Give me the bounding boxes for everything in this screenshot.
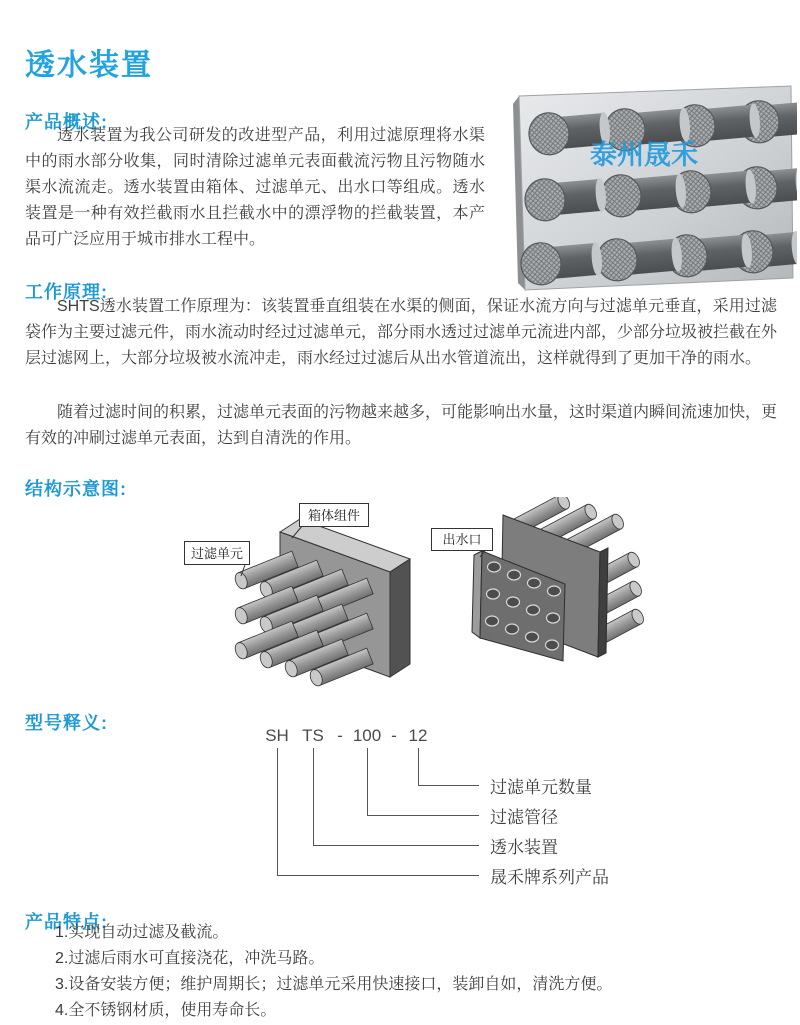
principle-paragraph-2: 随着过滤时间的积累，过滤单元表面的污物越来越多，可能影响出水量，这时渠道内瞬间流速加快，更有效的冲刷过滤单元表面，达到自清洗的作用。	[25, 404, 778, 447]
feature-item-3: 3.设备安装方便；维护周期长；过滤单元采用快速接口，装卸自如，清洗方便。	[55, 976, 613, 993]
label-filter-unit: 过滤单元	[184, 541, 250, 565]
feature-item-1: 1.实现自动过滤及截流。	[55, 924, 229, 941]
overview-paragraph: 透水装置为我公司研发的改进型产品，利用过滤原理将水渠中的雨水部分收集，同时清除过滤单元表面截流污物且污物随水渠水流流走。透水装置由箱体、过滤单元、出水口等组成。透水装置是一种有效拦截雨水且拦截水中的漂浮物的拦截装置，本产品可广泛应用于城市排水工程中。	[25, 127, 485, 248]
feature-item-4: 4.全不锈钢材质，使用寿命长。	[55, 1002, 277, 1019]
structure-heading: 结构示意图:	[25, 478, 127, 499]
structure-diagram-left	[145, 497, 445, 692]
features-list	[55, 920, 775, 1024]
principle-heading: 工作原理:	[25, 281, 108, 302]
product-photo-image	[505, 82, 797, 294]
product-photo	[505, 82, 797, 294]
model-code-12: 12	[408, 726, 428, 745]
model-heading: 型号释义:	[25, 712, 108, 733]
page-title: 透水装置	[25, 49, 153, 83]
legend-permeable-device: 透水装置	[490, 837, 558, 857]
photo-watermark: 泰州晟禾	[590, 140, 698, 170]
legend-filter-pipe-diameter: 过滤管径	[490, 807, 558, 827]
model-code-diagram	[0, 722, 800, 894]
connector-sh	[277, 748, 479, 876]
model-code-ts: TS	[302, 726, 324, 745]
features-heading: 产品特点:	[25, 911, 108, 932]
model-code-dash-1: -	[337, 726, 343, 745]
model-code-100: 100	[352, 726, 382, 745]
legend-brand-series: 晟禾牌系列产品	[490, 867, 609, 887]
legend-filter-unit-count: 过滤单元数量	[490, 777, 592, 797]
label-water-outlet: 出水口	[431, 528, 493, 551]
principle-paragraph-1: SHTS透水装置工作原理为：该装置垂直组装在水渠的侧面，保证水流方向与过滤单元垂直，采用过滤袋作为主要过滤元件，雨水流动时经过过滤单元，部分雨水透过过滤单元流进内部，少部分垃圾被拦截在外层过滤网上，大部分垃圾被水流冲走，雨水经过过滤后从出水管道流出，这样就得到了更加干净的雨水。	[25, 298, 778, 367]
model-code-sh: SH	[265, 726, 289, 745]
structure-diagram-right	[428, 497, 708, 692]
label-box-assembly: 箱体组件	[299, 503, 369, 527]
overview-heading: 产品概述:	[25, 111, 108, 132]
feature-item-2: 2.过滤后雨水可直接浇花，冲洗马路。	[55, 950, 325, 967]
model-code-dash-2: -	[391, 726, 397, 745]
